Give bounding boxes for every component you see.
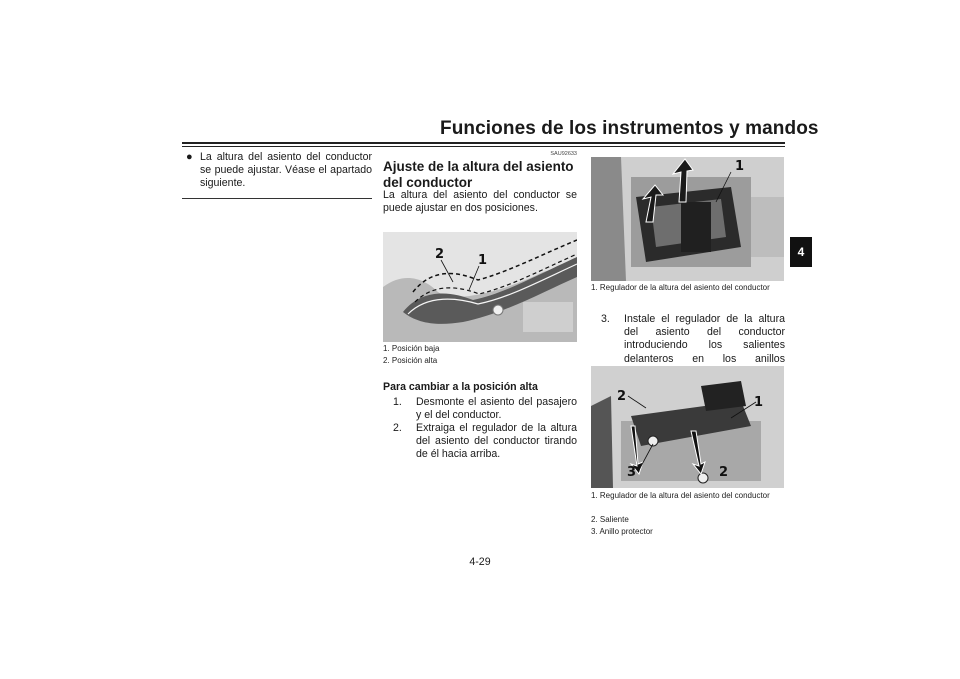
- regulator-install-figure: [591, 366, 784, 488]
- section-title: Ajuste de la altura del asiento del conductor: [383, 159, 574, 190]
- figure1-caption-1: 1. Posición baja: [383, 344, 440, 353]
- regulator-removal-figure: [591, 157, 784, 281]
- regulator-removal-illustration: [591, 157, 784, 281]
- seat-illustration: [383, 232, 577, 342]
- column-divider: [182, 198, 372, 199]
- step-number: 2.: [393, 422, 402, 434]
- section-code: SAU92633: [550, 151, 577, 157]
- figure2-caption-1: 1. Regulador de la altura del asiento del conductor: [591, 283, 770, 292]
- bullet-icon: ●: [186, 151, 193, 163]
- seat-position-figure: [383, 232, 577, 342]
- figure3-callout-2: 2: [617, 389, 627, 404]
- step-text: Extraiga el regulador de la altura del asiento del conductor tirando de él hacia arriba.: [416, 422, 577, 461]
- figure1-callout-1: 1: [478, 253, 488, 268]
- figure1-caption-2: 2. Posición alta: [383, 356, 438, 365]
- figure3-callout-3: 3: [627, 465, 637, 480]
- step-number: 3.: [601, 313, 610, 325]
- procedure-title: Para cambiar a la posición alta: [383, 381, 538, 393]
- chapter-tab: 4: [790, 237, 812, 267]
- page-header-title: Funciones de los instrumentos y mandos: [440, 118, 819, 139]
- figure1-callout-2: 2: [435, 247, 445, 262]
- figure3-callout-2b: 2: [719, 465, 729, 480]
- section-intro: La altura del asiento del conductor se puede ajustar en dos posiciones.: [383, 189, 577, 215]
- bullet-text: La altura del asiento del conductor se puede ajustar. Véase el apartado siguiente.: [200, 151, 372, 190]
- figure3-callout-1: 1: [754, 395, 764, 410]
- header-rule-thin: [182, 146, 785, 147]
- page-number: 4-29: [469, 556, 491, 568]
- figure3-caption-1: 1. Regulador de la altura del asiento del conductor: [591, 491, 770, 500]
- header-rule: [182, 142, 785, 144]
- step-number: 1.: [393, 396, 402, 408]
- step-text: Desmonte el asiento del pasajero y el del conductor.: [416, 396, 577, 422]
- figure2-callout-1: 1: [735, 159, 745, 174]
- figure3-caption-3: 3. Anillo protector: [591, 527, 653, 536]
- step-text: Instale el regulador de la altura del asiento del conductor introduciendo los salientes delanteros en los anillos: [624, 313, 785, 365]
- figure3-caption-2: 2. Saliente: [591, 515, 629, 524]
- regulator-install-illustration: [591, 366, 784, 488]
